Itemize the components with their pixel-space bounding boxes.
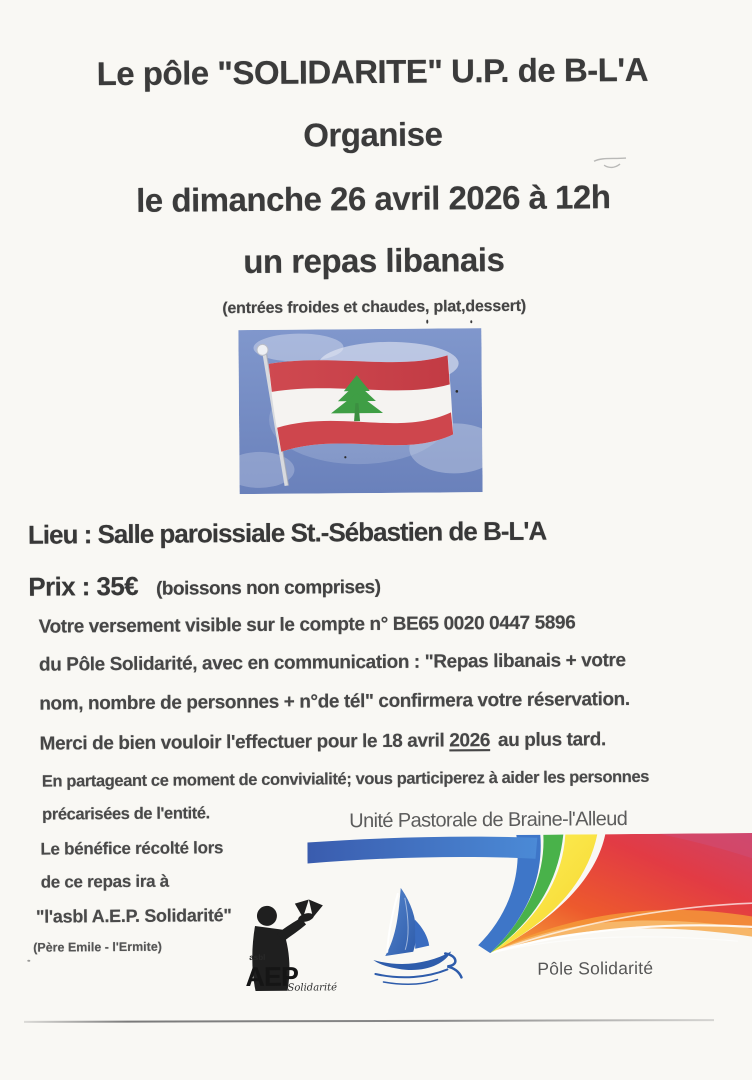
payment-line-1: Votre versement visible sur le compte n° BE65 0020 0447 5896 (38, 612, 576, 638)
menu-note: (entrées froides et chaudes, plat,dessert) (222, 297, 527, 318)
share-line-1: En partageant ce moment de convivialité; vous participerez à aider les personnes (41, 767, 650, 791)
title-line-organizer: Le pôle "SOLIDARITE" U.P. de B-L'A (96, 50, 649, 93)
child-releasing-dove-silhouette (243, 895, 354, 1016)
scan-speck (426, 320, 428, 324)
unite-pastorale-name: Unité Pastorale de Braine-l'Alleud (349, 808, 628, 833)
benefit-line-2: de ce repas ira à (40, 871, 169, 892)
deadline-pre: Merci de bien vouloir l'effectuer pour le 18 avril (39, 730, 445, 755)
scan-smudge (592, 155, 630, 173)
price-row (28, 569, 380, 603)
payment-line-2: du Pôle Solidarité, avec en communication : "Repas libanais + votre (38, 650, 626, 676)
deadline-post: au plus tard. (497, 729, 606, 752)
share-line-2: précarisées de l'entité. (42, 804, 210, 824)
lebanon-flag-icon (238, 328, 482, 494)
lebanon-flag-photo (238, 328, 482, 494)
payment-line-3: nom, nombre de personnes + n°de tél" confirmera votre réservation. (39, 689, 630, 715)
benefit-line-1: Le bénéfice récolté lors (40, 838, 224, 859)
deadline-year-underlined: 2026 (449, 730, 491, 752)
benefit-line-3: "l'asbl A.E.P. Solidarité" (35, 905, 232, 927)
aep-logo (243, 895, 354, 1016)
deadline-line (40, 729, 606, 755)
aep-name-text: AEP (245, 961, 299, 993)
price-note: (boissons non comprises) (155, 576, 381, 600)
pole-solidarite-label: Pôle Solidarité (537, 957, 654, 979)
sailboat-logo (365, 885, 466, 986)
title-line-event: un repas libanais (243, 240, 505, 281)
scan-speck (470, 320, 472, 323)
aep-asbl-text: asbl (249, 952, 266, 963)
aep-suffix-text: Solidarité (287, 982, 338, 994)
scan-speck (27, 960, 30, 962)
venue-line: Lieu : Salle paroissiale St.-Sébastien de B-L'A (27, 515, 547, 550)
title-line-organise: Organise (303, 115, 443, 154)
title-line-date: le dimanche 26 avril 2026 à 12h (136, 178, 611, 219)
benefit-line-4: (Père Emile - l'Ermite) (33, 939, 162, 955)
price-label: Prix : 35€ (28, 570, 139, 602)
sailboat-icon (365, 885, 466, 986)
